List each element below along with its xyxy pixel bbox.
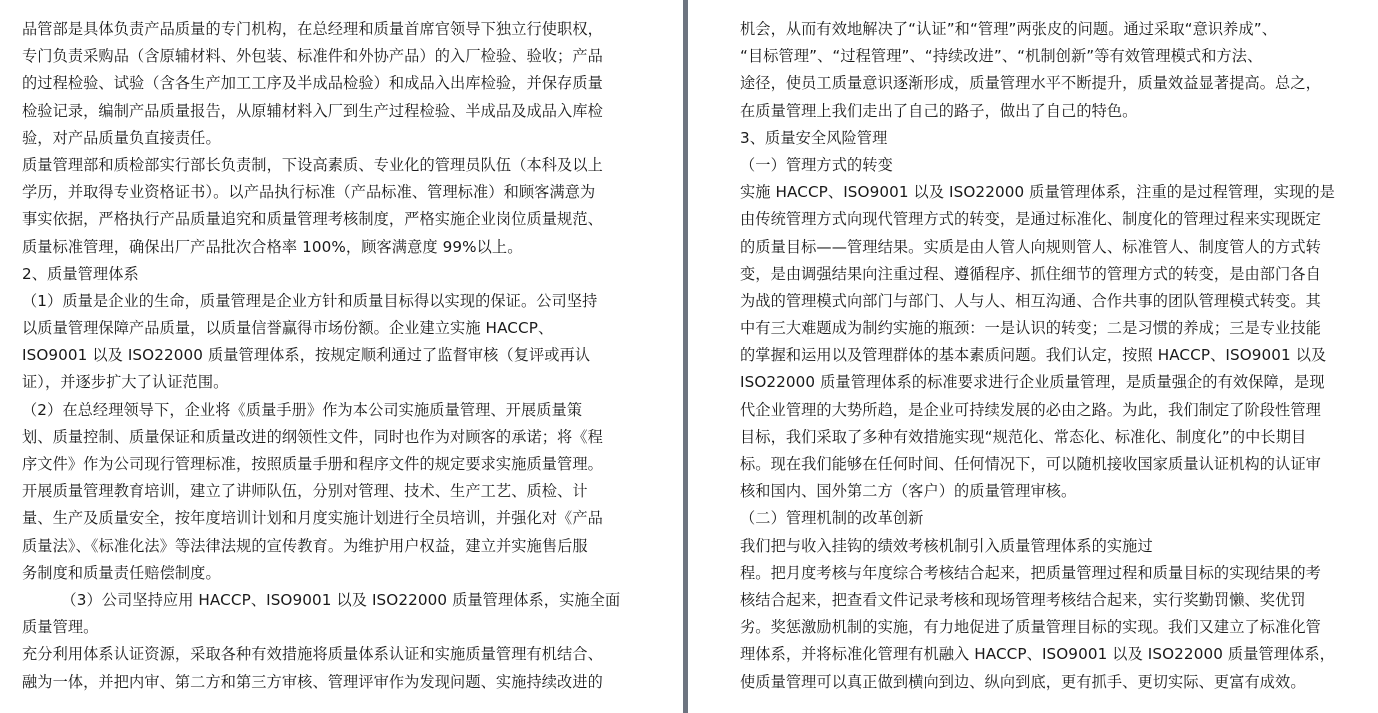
text-line: 我们把与收入挂钩的绩效考核机制引入质量管理体系的实施过 [740,536,1153,555]
text-line: 3、质量安全风险管理 [740,128,888,147]
text-line: 由传统管理方式向现代管理方式的转变，是通过标准化、制度化的管理过程来实现既定 [740,210,1321,229]
column-divider [683,0,688,713]
text-line: 的质量目标——管理结果。实质是由人管人向规则管人、标准管人、制度管人的方式转 [740,237,1321,256]
text-line: 量、生产及质量安全，按年度培训计划和月度实施计划进行全员培训，并强化对《产品 [22,509,603,528]
text-line: 划、质量控制、质量保证和质量改进的纲领性文件，同时也作为对顾客的承诺；将《程 [22,427,603,446]
text-line: 质量管理。 [22,618,99,637]
text-line: 在质量管理上我们走出了自己的路子，做出了自己的特色。 [740,101,1138,120]
text-line: 目标，我们采取了多种有效措施实现“规范化、常态化、标准化、制度化”的中长期目 [740,427,1307,446]
text-line: 中有三大难题成为制约实施的瓶颈：一是认识的转变；二是习惯的养成；三是专业技能 [740,319,1321,338]
text-line: 以质量管理保障产品质量，以质量信誉赢得市场份额。企业建立实施 HACCP、 [22,319,554,338]
text-line: 质量管理部和质检部实行部长负责制，下设高素质、专业化的管理员队伍（本科及以上 [22,155,603,174]
text-line: 理体系，并将标准化管理有机融入 HACCP、ISO9001 以及 ISO22000 质量管理体系， [740,645,1335,664]
text-line: 的过程检验、试验（含各生产加工工序及半成品检验）和成品入出库检验，并保存质量 [22,74,603,93]
text-line: 充分利用体系认证资源，采取各种有效措施将质量体系认证和实施质量管理有机结合、 [22,645,603,664]
text-line: 标。现在我们能够在任何时间、任何情况下，可以随机接收国家质量认证机构的认证审 [740,455,1321,473]
text-line: （二）管理机制的改革创新 [740,509,924,528]
text-line: 验，对产品质量负直接责任。 [22,128,221,147]
text-line: 质量标准管理，确保出厂产品批次合格率 100%，顾客满意度 99%以上。 [22,237,523,256]
text-line: 学历，并取得专业资格证书）。以产品执行标准（产品标准、管理标准）和顾客满意为 [22,183,596,202]
text-line: 使质量管理可以真正做到横向到边、纵向到底，更有抓手、更切实际、更富有成效。 [740,672,1306,691]
text-line: ISO22000 质量管理体系的标准要求进行企业质量管理，是质量强企的有效保障，是现 [740,373,1325,392]
text-line: 的掌握和运用以及管理群体的基本素质问题。我们认定，按照 HACCP、ISO9001 以及 [740,346,1327,365]
text-line: 事实依据，严格执行产品质量追究和质量管理考核制度，严格实施企业岗位质量规范、 [22,210,603,229]
text-line: 序文件》作为公司现行管理标准，按照质量手册和程序文件的规定要求实施质量管理。 [22,455,603,473]
text-line: 途径，使员工质量意识逐渐形成，质量管理水平不断提升，质量效益显著提高。总之， [740,74,1321,93]
text-line: 证），并逐步扩大了认证范围。 [22,373,229,392]
text-line: 核结合起来，把查看文件记录考核和现场管理考核结合起来，实行奖勤罚懒、奖优罚 [740,590,1306,609]
text-line: 2、质量管理体系 [22,264,139,283]
text-line: 程。把月度考核与年度综合考核结合起来，把质量管理过程和质量目标的实现结果的考 [740,563,1321,582]
text-line: ISO9001 以及 ISO22000 质量管理体系，按规定顺利通过了监督审核（复评或再认 [22,346,591,365]
text-line: 机会，从而有效地解决了“认证”和“管理”两张皮的问题。通过采取“意识养成”、 [740,20,1278,38]
text-line: 融为一体，并把内审、第二方和第三方审核、管理评审作为发现问题、实施持续改进的 [22,672,603,691]
text-line: 代企业管理的大势所趋，是企业可持续发展的必由之路。为此，我们制定了阶段性管理 [740,400,1321,419]
right-column [740,16,1352,696]
text-line: 核和国内、国外第二方（客户）的质量管理审核。 [740,482,1077,501]
text-line: 劣。奖惩激励机制的实施，有力地促进了质量管理目标的实现。我们又建立了标准化管 [740,618,1321,637]
text-line: 变，是由调强结果向注重过程、遵循程序、抓住细节的管理方式的转变，是由部门各自 [740,264,1321,283]
text-line: 实施 HACCP、ISO9001 以及 ISO22000 质量管理体系，注重的是过程管理，实现的是 [740,183,1335,202]
text-line: 务制度和质量责任赔偿制度。 [22,563,221,582]
text-line: （2）在总经理领导下，企业将《质量手册》作为本公司实施质量管理、开展质量策 [22,400,583,419]
text-line: 检验记录，编制产品质量报告，从原辅材料入厂到生产过程检验、半成品及成品入库检 [22,101,603,120]
text-line: （3）公司坚持应用 HACCP、ISO9001 以及 ISO22000 质量管理体系，实施全面 [22,590,621,609]
text-line: “目标管理”、“过程管理”、“持续改进”、“机制创新”等有效管理模式和方法、 [740,47,1263,66]
text-line: 专门负责采购品（含原辅材料、外包装、标准件和外协产品）的入厂检验、验收；产品 [22,47,603,66]
text-line: 为战的管理模式向部门与部门、人与人、相互沟通、合作共事的团队管理模式转变。其 [740,291,1321,310]
text-line: （1）质量是企业的生命，质量管理是企业方针和质量目标得以实现的保证。公司坚持 [22,291,598,310]
text-line: 品管部是具体负责产品质量的专门机构，在总经理和质量首席官领导下独立行使职权， [22,20,603,38]
text-line: 质量法》、《标准化法》等法律法规的宣传教育。为维护用户权益，建立并实施售后服 [22,536,588,555]
text-line: 开展质量管理教育培训，建立了讲师队伍，分别对管理、技术、生产工艺、质检、计 [22,482,588,501]
text-line: （一）管理方式的转变 [740,155,893,174]
left-column [22,16,634,696]
